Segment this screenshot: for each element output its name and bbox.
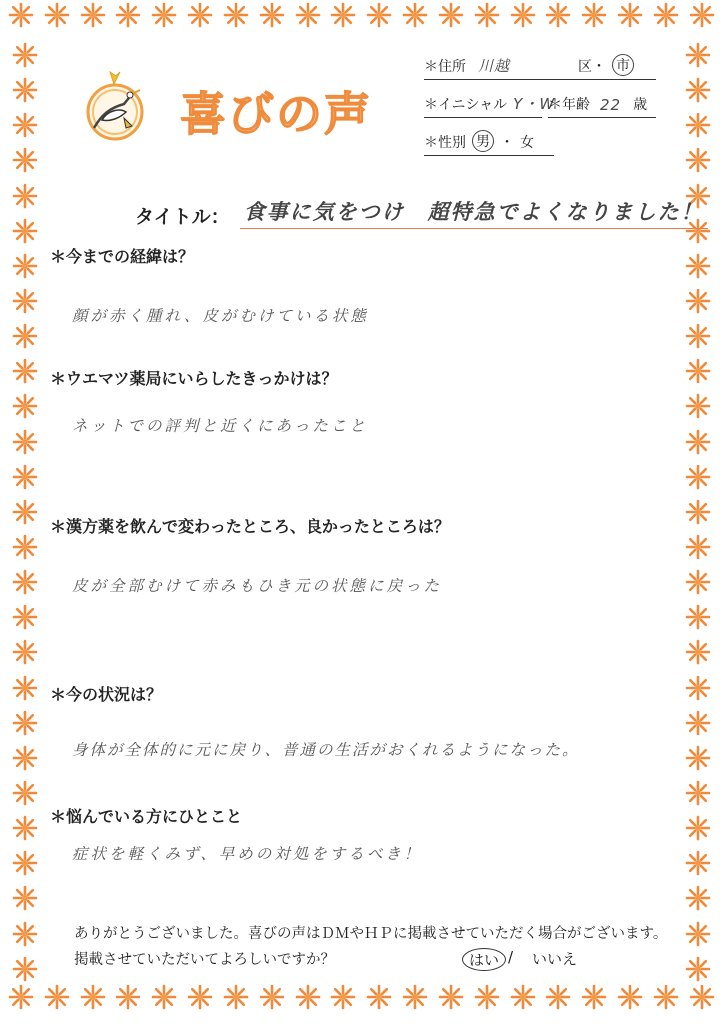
flower-icon: [366, 984, 392, 1010]
flower-icon: [474, 2, 500, 28]
gender-sep: ・: [500, 135, 514, 151]
flower-icon: [366, 2, 392, 28]
flower-icon: [12, 112, 38, 138]
flower-icon: [12, 534, 38, 560]
address-value: 川越: [478, 57, 511, 75]
flower-icon: [187, 984, 213, 1010]
flower-icon: [685, 429, 711, 455]
flower-icon: [12, 218, 38, 244]
flower-icon: [474, 984, 500, 1010]
flower-icon: [581, 984, 607, 1010]
flower-icon: [259, 984, 285, 1010]
flower-icon: [12, 675, 38, 701]
headline-row: [135, 196, 708, 229]
flower-icon: [8, 2, 34, 28]
flower-icon: [685, 780, 711, 806]
answer-change: 皮が全部むけて赤みもひき元の状態に戻った: [72, 577, 443, 595]
flower-icon: [685, 885, 711, 911]
flower-icon: [685, 815, 711, 841]
flower-icon: [12, 499, 38, 525]
gender-female: 女: [520, 135, 534, 151]
footer-consent-text: ありがとうございました。喜びの声はＤＭやＨＰに掲載させていただく場合がございます。: [74, 926, 668, 942]
flower-icon: [685, 956, 711, 982]
flower-icon: [80, 984, 106, 1010]
flower-icon: [617, 984, 643, 1010]
flower-icon: [295, 2, 321, 28]
flower-icon: [438, 2, 464, 28]
answer-history: 顔が赤く腫れ、皮がむけている状態: [72, 307, 369, 325]
flower-icon: [685, 358, 711, 384]
ward-label: 区・: [578, 59, 606, 75]
gender-line: [424, 130, 554, 156]
flower-icon: [689, 2, 715, 28]
flower-icon: [12, 183, 38, 209]
question-reason: ＊ウエマツ薬局にいらしたきっかけは？: [50, 369, 338, 388]
flower-icon: [223, 2, 249, 28]
flower-icon: [12, 569, 38, 595]
right-flower-border: [679, 38, 717, 986]
flower-icon: [12, 850, 38, 876]
initials-value: Y・W: [513, 95, 556, 113]
flower-icon: [685, 745, 711, 771]
flower-icon: [295, 984, 321, 1010]
consent-yes-option[interactable]: はい: [462, 948, 506, 971]
top-flower-border: [0, 2, 723, 40]
flower-icon: [151, 984, 177, 1010]
flower-icon: [617, 2, 643, 28]
flower-icon: [685, 604, 711, 630]
flower-icon: [685, 77, 711, 103]
flower-icon: [12, 780, 38, 806]
flower-icon: [685, 42, 711, 68]
flower-icon: [685, 253, 711, 279]
left-flower-border: [6, 38, 44, 986]
flower-icon: [12, 288, 38, 314]
flower-icon: [685, 921, 711, 947]
bottom-flower-border: [0, 984, 723, 1022]
flower-icon: [12, 745, 38, 771]
initials-line: [424, 92, 556, 118]
gender-label: ＊性別: [424, 135, 466, 151]
flower-icon: [12, 885, 38, 911]
city-label: 市: [612, 54, 634, 76]
answer-reason: ネットでの評判と近くにあったこと: [72, 417, 368, 435]
flower-icon: [545, 984, 571, 1010]
flower-icon: [685, 464, 711, 490]
flower-icon: [685, 534, 711, 560]
flower-icon: [44, 984, 70, 1010]
question-change: ＊漢方薬を飲んで変わったところ、良かったところは？: [50, 517, 450, 536]
flower-icon: [685, 675, 711, 701]
flower-icon: [12, 921, 38, 947]
initials-label: ＊イニシャル: [424, 97, 508, 113]
flower-icon: [685, 850, 711, 876]
flower-icon: [685, 569, 711, 595]
flower-icon: [12, 77, 38, 103]
flower-icon: [685, 499, 711, 525]
flower-icon: [12, 429, 38, 455]
age-value: 22: [600, 96, 622, 114]
flower-icon: [330, 984, 356, 1010]
flower-icon: [12, 464, 38, 490]
flower-icon: [12, 639, 38, 665]
flower-icon: [330, 2, 356, 28]
stork-logo-icon: [80, 64, 150, 150]
page-title: 喜びの声: [180, 87, 372, 141]
flower-icon: [685, 147, 711, 173]
flower-icon: [12, 956, 38, 982]
gender-male: 男: [472, 130, 494, 152]
headline-value: 食事に気をつけ 超特急でよくなりました！: [240, 196, 708, 229]
flower-icon: [187, 2, 213, 28]
consent-no-option[interactable]: いいえ: [532, 950, 578, 968]
age-unit: 歳: [633, 97, 648, 113]
flower-icon: [12, 42, 38, 68]
flower-icon: [223, 984, 249, 1010]
flower-icon: [12, 147, 38, 173]
flower-icon: [402, 984, 428, 1010]
question-current: ＊今の状況は？: [50, 685, 163, 704]
flower-icon: [44, 2, 70, 28]
flower-icon: [12, 604, 38, 630]
flower-icon: [685, 393, 711, 419]
question-advice: ＊悩んでいる方にひとこと: [50, 807, 243, 826]
flower-icon: [689, 984, 715, 1010]
flower-icon: [438, 984, 464, 1010]
flower-icon: [510, 984, 536, 1010]
flower-icon: [115, 984, 141, 1010]
age-label: ＊年齢: [548, 97, 590, 113]
flower-icon: [8, 984, 34, 1010]
flower-icon: [115, 2, 141, 28]
flower-icon: [12, 253, 38, 279]
flower-icon: [685, 323, 711, 349]
flower-icon: [12, 815, 38, 841]
flower-icon: [653, 984, 679, 1010]
flower-icon: [259, 2, 285, 28]
flower-icon: [12, 393, 38, 419]
flower-icon: [12, 358, 38, 384]
flower-icon: [12, 710, 38, 736]
consent-separator: /: [508, 948, 514, 966]
flower-icon: [80, 2, 106, 28]
headline-label: タイトル：: [135, 206, 230, 228]
address-label: ＊住所: [424, 59, 466, 75]
flower-icon: [685, 112, 711, 138]
flower-icon: [510, 2, 536, 28]
age-line: [548, 92, 656, 118]
flower-icon: [545, 2, 571, 28]
flower-icon: [685, 288, 711, 314]
flower-icon: [12, 323, 38, 349]
flower-icon: [151, 2, 177, 28]
flower-icon: [402, 2, 428, 28]
address-line: [424, 54, 656, 80]
flower-icon: [653, 2, 679, 28]
flower-icon: [685, 710, 711, 736]
answer-advice: 症状を軽くみず、早めの対処をするべき！: [72, 845, 423, 863]
footer-consent-question: 掲載させていただいてよろしいですか？: [74, 952, 335, 968]
flower-icon: [581, 2, 607, 28]
answer-current: 身体が全体的に元に戻り、普通の生活がおくれるようになった。: [72, 741, 580, 759]
question-history: ＊今までの経緯は？: [50, 247, 195, 266]
flower-icon: [685, 639, 711, 665]
